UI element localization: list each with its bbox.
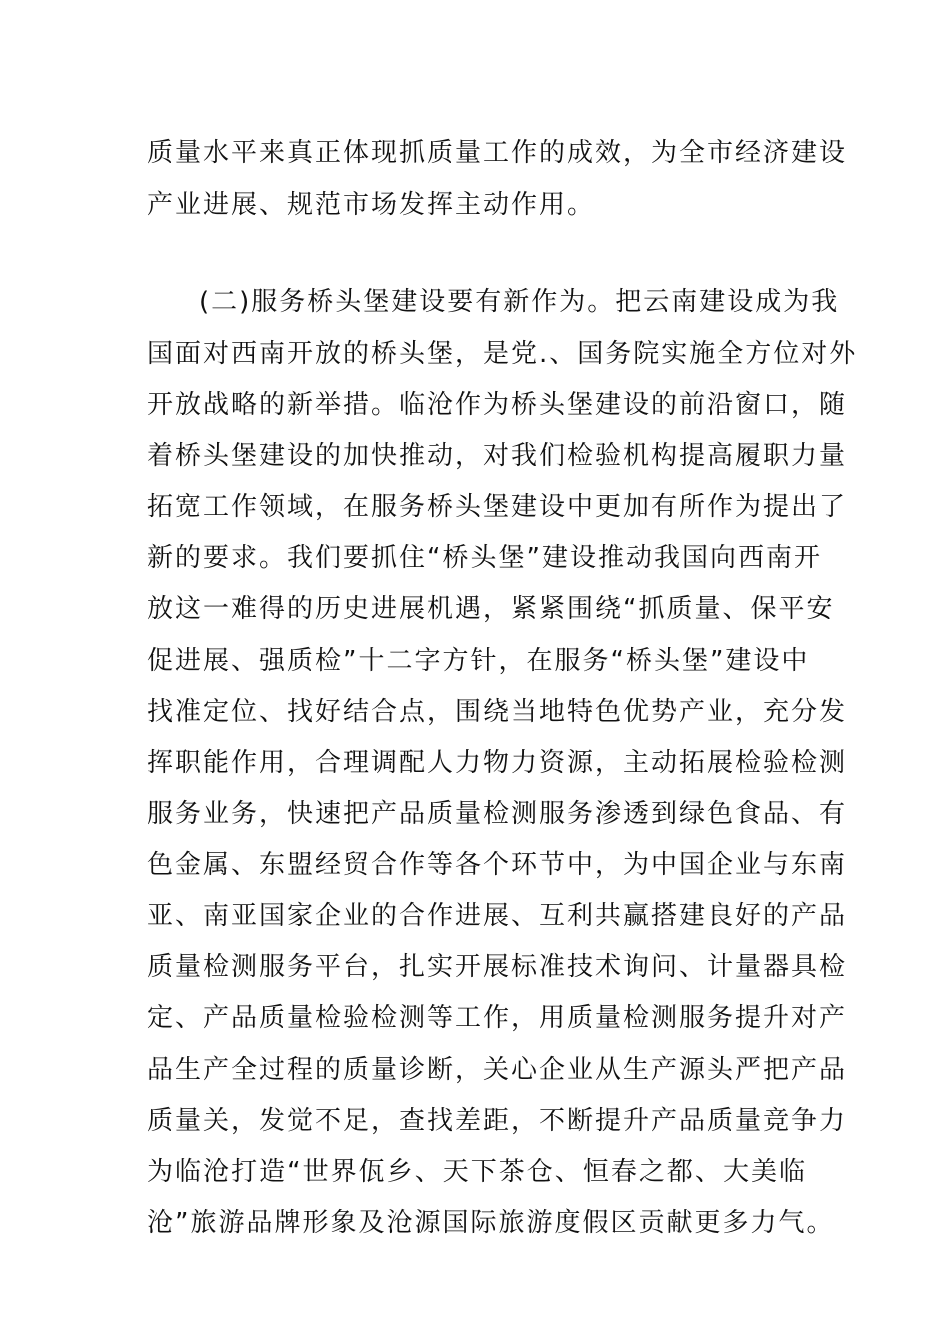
paragraph-2-line-18: 为临沧打造“世界佤乡、天下茶仓、恒春之都、大美临	[147, 1157, 807, 1187]
paragraph-2-line-11: 服务业务，快速把产品质量检测服务渗透到绿色食品、有	[147, 799, 848, 829]
paragraph-2-line-6: 新的要求。我们要抓住“桥头堡”建设推动我国向西南开	[147, 543, 822, 573]
paragraph-1-line-1: 质量水平来真正体现抓质量工作的成效，为全市经济建设	[147, 138, 848, 168]
paragraph-1-line-2: 产业进展、规范市场发挥主动作用。	[147, 190, 596, 220]
paragraph-2-line-3: 开放战略的新举措。临沧作为桥头堡建设的前沿窗口，随	[147, 390, 848, 420]
paragraph-2-line-2: 国面对西南开放的桥头堡，是党.、国务院实施全方位对外	[147, 339, 858, 369]
paragraph-2-line-12: 色金属、东盟经贸合作等各个环节中，为中国企业与东南	[147, 850, 848, 880]
paragraph-2-line-5: 拓宽工作领域，在服务桥头堡建设中更加有所作为提出了	[147, 492, 848, 522]
paragraph-2-line-10: 挥职能作用，合理调配人力物力资源，主动拓展检验检测	[147, 748, 848, 778]
paragraph-2-line-4: 着桥头堡建设的加快推动，对我们检验机构提高履职力量	[147, 441, 848, 471]
paragraph-2-line-9: 找准定位、找好结合点，围绕当地特色优势产业，充分发	[147, 697, 848, 727]
paragraph-2-line-16: 品生产全过程的质量诊断，关心企业从生产源头严把产品	[147, 1055, 848, 1085]
paragraph-2-line-7: 放这一难得的历史进展机遇，紧紧围绕“抓质量、保平安	[147, 594, 835, 624]
paragraph-2-line-15: 定、产品质量检验检测等工作，用质量检测服务提升对产	[147, 1003, 848, 1033]
paragraph-2-line-8: 促进展、强质检”十二字方针，在服务“桥头堡”建设中	[147, 646, 810, 676]
paragraph-2-line-17: 质量关，发觉不足，查找差距，不断提升产品质量竞争力	[147, 1106, 848, 1136]
paragraph-2-line-14: 质量检测服务平台，扎实开展标准技术询问、计量器具检	[147, 952, 848, 982]
paragraph-2-line-1: (二)服务桥头堡建设要有新作为。把云南建设成为我	[199, 287, 840, 317]
paragraph-2-line-13: 亚、南亚国家企业的合作进展、互利共赢搭建良好的产品	[147, 901, 848, 931]
paragraph-2-line-19: 沧”旅游品牌形象及沧源国际旅游度假区贡献更多力气。	[147, 1208, 835, 1238]
